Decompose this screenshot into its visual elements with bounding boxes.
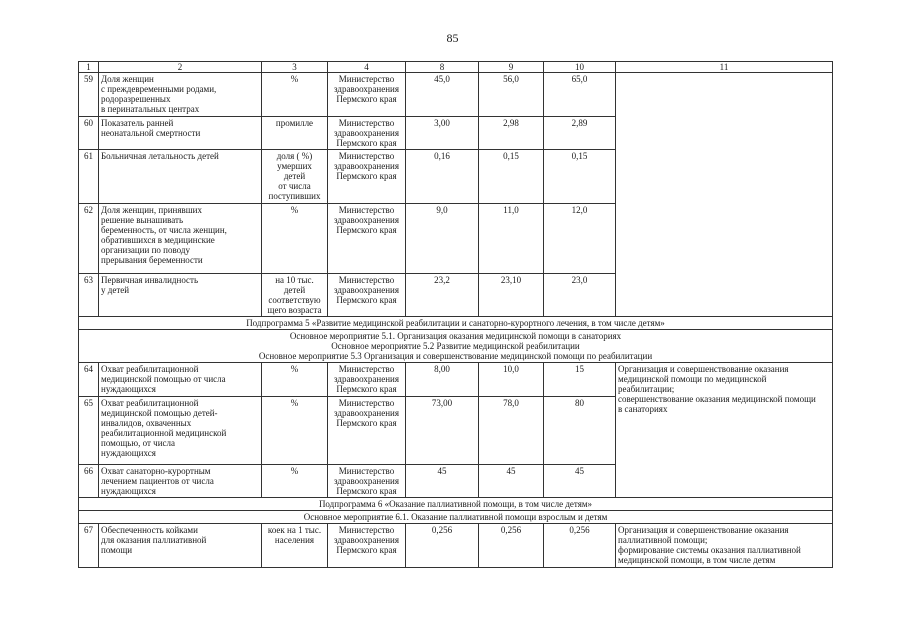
column-number-row xyxy=(79,62,833,73)
page-number: 85 xyxy=(446,31,459,45)
col-header: 9 xyxy=(479,62,544,73)
row-number: 61 xyxy=(79,150,99,204)
subprogram-6-title: Подпрограмма 6 «Оказание паллиативной помощи, в том числе детям» xyxy=(79,498,833,511)
subprogram-row xyxy=(79,498,833,511)
unit-cell: на 10 тыс. детей соответствую щего возраста xyxy=(262,274,328,317)
measures-5: Основное мероприятие 5.1. Организация оказания медицинской помощи в санаториях Основное мероприятие 5.2 Развитие медицинской реабилитации Основное мероприятие 5.3 Организация и совершенствование медицинской помощи по реабилитации xyxy=(79,330,833,363)
col-header: 3 xyxy=(262,62,328,73)
responsible-org: Министерство здравоохранения Пермского края xyxy=(328,363,406,397)
row-number: 65 xyxy=(79,397,99,465)
indicator-name: Больничная летальность детей xyxy=(99,150,262,204)
subprogram-5-title: Подпрограмма 5 «Развитие медицинской реабилитации и санаторно-курортного лечения, в том числе детям» xyxy=(79,317,833,330)
indicators-table xyxy=(78,61,833,568)
col-header: 8 xyxy=(406,62,479,73)
row-number: 66 xyxy=(79,465,99,498)
col-header: 11 xyxy=(616,62,833,73)
responsible-org: Министерство здравоохранения Пермского края xyxy=(328,274,406,317)
value-col-10: 15 xyxy=(544,363,616,397)
value-col-10: 0,256 xyxy=(544,524,616,568)
table-row xyxy=(79,73,833,117)
value-col-9: 78,0 xyxy=(479,397,544,465)
unit-cell: коек на 1 тыс. населения xyxy=(262,524,328,568)
value-col-9: 23,10 xyxy=(479,274,544,317)
row-number: 67 xyxy=(79,524,99,568)
value-col-8: 9,0 xyxy=(406,204,479,274)
measure-6: Основное мероприятие 6.1. Оказание паллиативной помощи взрослым и детям xyxy=(79,511,833,524)
row-number: 59 xyxy=(79,73,99,117)
indicator-name: Охват санаторно-курортным лечением пациентов от числа нуждающихся xyxy=(99,465,262,498)
value-col-9: 2,98 xyxy=(479,117,544,150)
responsible-org: Министерство здравоохранения Пермского края xyxy=(328,465,406,498)
unit-cell: % xyxy=(262,73,328,117)
value-col-9: 56,0 xyxy=(479,73,544,117)
value-col-8: 0,256 xyxy=(406,524,479,568)
col11-empty xyxy=(616,73,833,317)
value-col-9: 10,0 xyxy=(479,363,544,397)
measures-row xyxy=(79,330,833,363)
unit-cell: % xyxy=(262,397,328,465)
responsible-org: Министерство здравоохранения Пермского края xyxy=(328,397,406,465)
row-number: 60 xyxy=(79,117,99,150)
col11-activities: Организация и совершенствование оказания паллиативной помощи; формирование системы оказания паллиативной медицинской помощи, в том числе детям xyxy=(616,524,833,568)
measures-row xyxy=(79,511,833,524)
table-row xyxy=(79,524,833,568)
row-number: 64 xyxy=(79,363,99,397)
unit-cell: % xyxy=(262,204,328,274)
col-header: 10 xyxy=(544,62,616,73)
value-col-8: 0,16 xyxy=(406,150,479,204)
col11-activities: Организация и совершенствование оказания медицинской помощи по медицинской реабилитации; совершенствование оказания медицинской помощи в санаториях xyxy=(616,363,833,498)
table-row xyxy=(79,363,833,397)
value-col-10: 45 xyxy=(544,465,616,498)
indicator-name: Первичная инвалидность у детей xyxy=(99,274,262,317)
value-col-8: 45 xyxy=(406,465,479,498)
value-col-8: 23,2 xyxy=(406,274,479,317)
indicator-name: Показатель ранней неонатальной смертности xyxy=(99,117,262,150)
unit-cell: % xyxy=(262,363,328,397)
col-header: 2 xyxy=(99,62,262,73)
unit-cell: доля ( %) умерших детей от числа поступивших xyxy=(262,150,328,204)
unit-cell: промилле xyxy=(262,117,328,150)
indicator-name: Охват реабилитационной медицинской помощью детей- инвалидов, охваченных реабилитационной медицинской помощью, от числа нуждающихся xyxy=(99,397,262,465)
indicator-name: Доля женщин с преждевременными родами, родоразрешенных в перинатальных центрах xyxy=(99,73,262,117)
indicator-name: Обеспеченность койками для оказания паллиативной помощи xyxy=(99,524,262,568)
indicator-name: Доля женщин, принявших решение вынашивать беременность, от числа женщин, обратившихся в медицинские организации по поводу прерывания беременности xyxy=(99,204,262,274)
value-col-10: 2,89 xyxy=(544,117,616,150)
indicator-name: Охват реабилитационной медицинской помощью от числа нуждающихся xyxy=(99,363,262,397)
col-header: 1 xyxy=(79,62,99,73)
value-col-9: 0,15 xyxy=(479,150,544,204)
value-col-10: 23,0 xyxy=(544,274,616,317)
value-col-8: 45,0 xyxy=(406,73,479,117)
value-col-10: 80 xyxy=(544,397,616,465)
value-col-9: 0,256 xyxy=(479,524,544,568)
value-col-10: 0,15 xyxy=(544,150,616,204)
value-col-8: 3,00 xyxy=(406,117,479,150)
responsible-org: Министерство здравоохранения Пермского края xyxy=(328,73,406,117)
value-col-8: 73,00 xyxy=(406,397,479,465)
responsible-org: Министерство здравоохранения Пермского края xyxy=(328,117,406,150)
responsible-org: Министерство здравоохранения Пермского края xyxy=(328,150,406,204)
responsible-org: Министерство здравоохранения Пермского края xyxy=(328,524,406,568)
unit-cell: % xyxy=(262,465,328,498)
value-col-9: 45 xyxy=(479,465,544,498)
row-number: 63 xyxy=(79,274,99,317)
responsible-org: Министерство здравоохранения Пермского края xyxy=(328,204,406,274)
value-col-10: 65,0 xyxy=(544,73,616,117)
value-col-8: 8,00 xyxy=(406,363,479,397)
subprogram-row xyxy=(79,317,833,330)
col-header: 4 xyxy=(328,62,406,73)
value-col-9: 11,0 xyxy=(479,204,544,274)
row-number: 62 xyxy=(79,204,99,274)
value-col-10: 12,0 xyxy=(544,204,616,274)
